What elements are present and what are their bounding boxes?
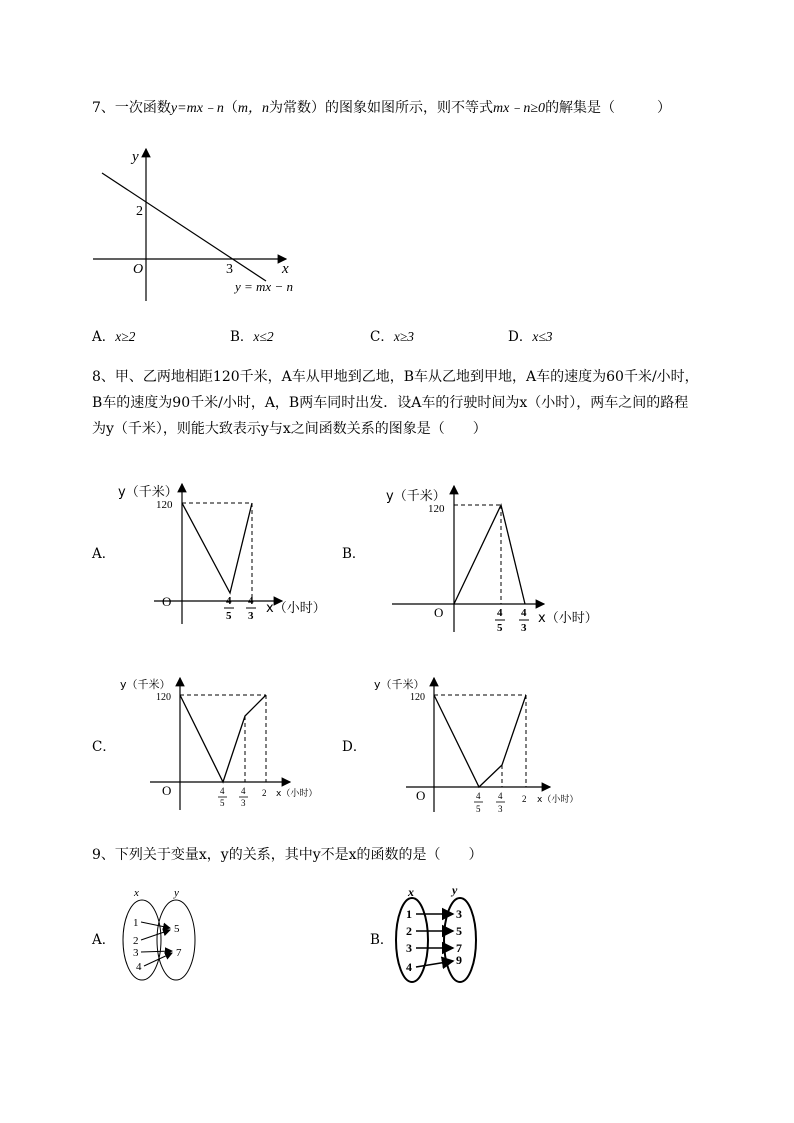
q9-mapping-b: [392, 884, 492, 988]
svg-text:3: 3: [133, 947, 139, 959]
q9-option-a[interactable]: A．: [92, 932, 116, 948]
q8-graph-c: [110, 672, 350, 822]
q8b-path: [454, 505, 525, 604]
svg-text:4: 4: [476, 791, 481, 801]
svg-text:3: 3: [521, 622, 527, 634]
svg-text:O: O: [162, 594, 172, 609]
svg-text:2: 2: [522, 794, 527, 804]
q8-graph-a: [110, 478, 340, 628]
svg-text:4: 4: [497, 607, 503, 619]
svg-text:120: 120: [410, 692, 425, 703]
q7-option-b[interactable]: B．x≤2: [230, 329, 274, 345]
svg-text:x（小时）: x（小时）: [266, 601, 326, 616]
svg-text:2: 2: [262, 788, 267, 798]
q7-option-a[interactable]: A．x≥2: [92, 329, 136, 345]
svg-text:x（小时）: x（小时）: [537, 795, 579, 805]
svg-text:1: 1: [133, 917, 139, 929]
q8-line-2: B车的速度为90千米/小时，A，B两车同时出发．设A车的行驶时间为x（小时），两车之间的路程: [92, 395, 689, 411]
svg-text:5: 5: [226, 610, 232, 622]
q7-x-intercept: 3: [226, 262, 233, 277]
q9-option-b[interactable]: B．: [370, 932, 394, 948]
q8-graph-b: [380, 480, 620, 640]
q8d-path: [434, 695, 526, 787]
svg-text:x: x: [408, 885, 414, 899]
q7-stem: 7、一次函数y=mx﹣n（m，n为常数）的图象如图所示，则不等式mx﹣n≥0的解集是（ ）: [92, 100, 672, 116]
q7-y-label: y: [132, 149, 139, 165]
svg-text:x（小时）: x（小时）: [538, 611, 598, 626]
svg-text:5: 5: [476, 804, 481, 814]
svg-text:4: 4: [406, 960, 412, 974]
svg-text:y: y: [174, 887, 179, 899]
svg-text:4: 4: [226, 595, 232, 607]
svg-text:O: O: [416, 788, 426, 803]
q7-option-d[interactable]: D．x≤3: [508, 329, 553, 345]
svg-text:5: 5: [220, 798, 225, 808]
q8-option-d[interactable]: D．: [342, 739, 367, 755]
q8-line-1: 8、甲、乙两地相距120千米，A车从甲地到乙地，B车从乙地到甲地，A车的速度为60千米/小时，: [92, 369, 699, 385]
svg-text:y（千米）: y（千米）: [118, 485, 178, 500]
q8-option-c[interactable]: C．: [92, 739, 116, 755]
svg-text:120: 120: [428, 503, 445, 515]
svg-text:x（小时）: x（小时）: [276, 789, 318, 799]
q8-option-a[interactable]: A．: [92, 546, 116, 562]
svg-text:y（千米）: y（千米）: [374, 678, 425, 691]
svg-text:4: 4: [248, 595, 254, 607]
svg-text:y（千米）: y（千米）: [386, 489, 446, 504]
q9-mapping-a: [118, 888, 208, 988]
svg-text:y（千米）: y（千米）: [120, 678, 171, 691]
svg-text:4: 4: [220, 786, 225, 796]
q7-y-intercept: 2: [136, 204, 143, 219]
q7-option-c[interactable]: C．x≥3: [370, 329, 414, 345]
svg-text:1: 1: [406, 907, 412, 921]
q9-stem: 9、下列关于变量x，y的关系，其中y不是x的函数的是（ ）: [92, 847, 483, 863]
svg-text:2: 2: [133, 935, 139, 947]
svg-text:120: 120: [156, 499, 173, 511]
svg-text:4: 4: [498, 791, 503, 801]
svg-text:3: 3: [406, 941, 412, 955]
svg-text:2: 2: [406, 924, 412, 938]
q8c-path: [180, 695, 266, 782]
svg-text:4: 4: [136, 961, 142, 973]
svg-text:7: 7: [456, 941, 462, 955]
q7-line-label: y = mx − n: [235, 279, 293, 294]
svg-text:7: 7: [176, 947, 182, 959]
svg-text:9: 9: [456, 953, 462, 967]
svg-text:O: O: [162, 783, 172, 798]
svg-text:4: 4: [241, 786, 246, 796]
svg-text:4: 4: [521, 607, 527, 619]
svg-text:5: 5: [497, 622, 503, 634]
svg-text:5: 5: [174, 923, 180, 935]
svg-text:5: 5: [456, 924, 462, 938]
svg-text:120: 120: [156, 692, 171, 703]
svg-text:O: O: [434, 605, 444, 620]
q7-line: [102, 173, 266, 281]
q8-graph-d: [372, 672, 612, 822]
q8-line-3: 为y（千米），则能大致表示y与x之间函数关系的图象是（ ）: [92, 421, 487, 437]
svg-text:y: y: [452, 883, 458, 897]
svg-text:3: 3: [498, 804, 503, 814]
svg-text:3: 3: [241, 798, 246, 808]
svg-text:x: x: [134, 887, 139, 899]
svg-text:3: 3: [248, 610, 254, 622]
svg-text:3: 3: [456, 907, 462, 921]
q7-origin: O: [133, 262, 144, 277]
q7-x-label: x: [282, 261, 289, 277]
q7-graph: [90, 145, 310, 305]
q8a-path: [182, 503, 252, 593]
q8-option-b[interactable]: B．: [342, 546, 366, 562]
